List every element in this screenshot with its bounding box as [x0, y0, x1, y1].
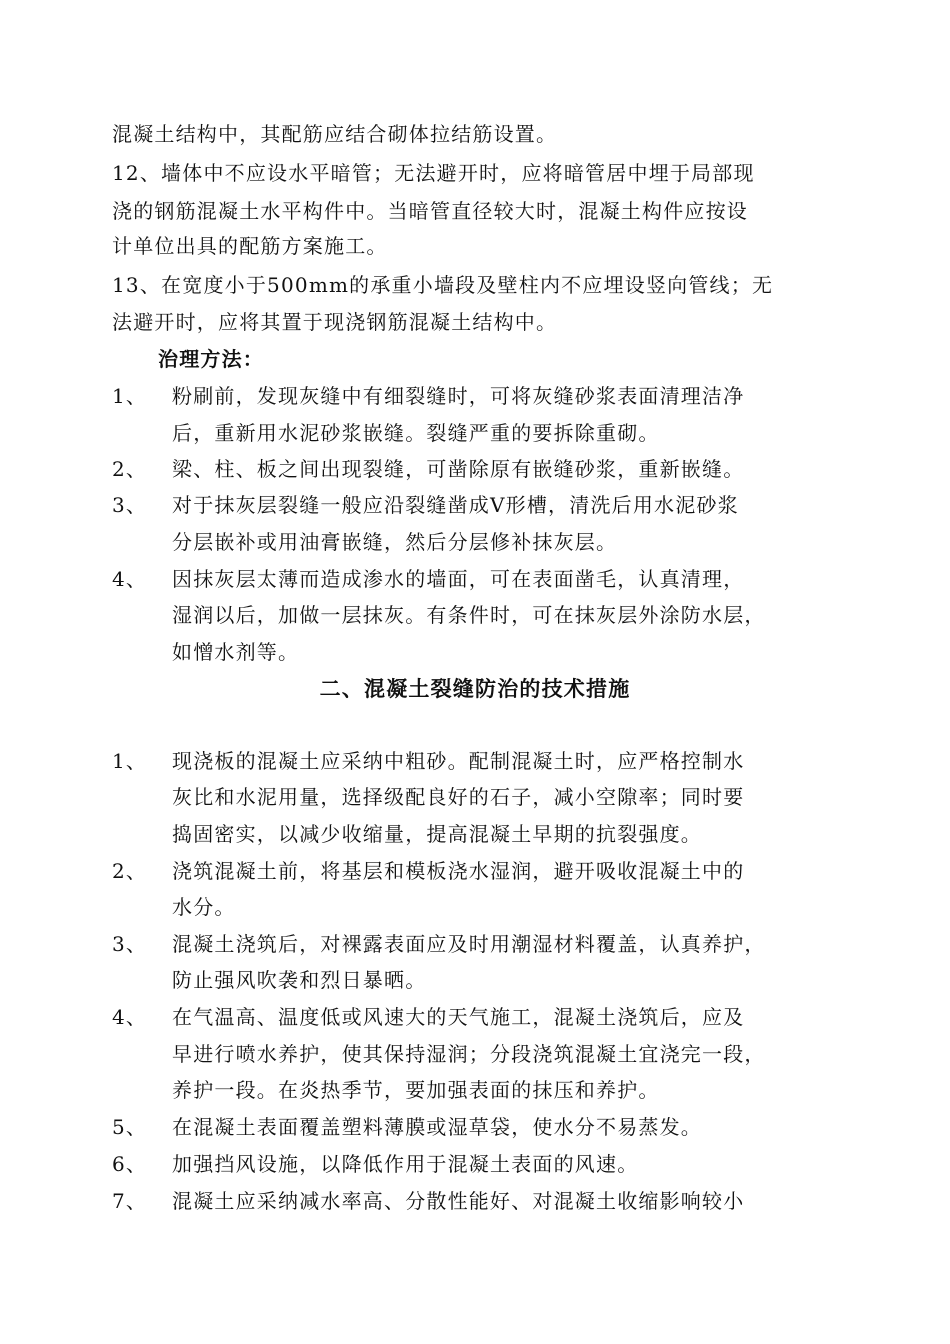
list-item-line: 混凝土浇筑后，对裸露表面应及时用潮湿材料覆盖，认真养护，: [172, 932, 766, 956]
list-item-line: 加强挡风设施，以降低作用于混凝土表面的风速。: [172, 1152, 639, 1176]
list-item-line: 粉刷前，发现灰缝中有细裂缝时，可将灰缝砂浆表面清理洁净: [172, 384, 745, 408]
list-item-line: 在气温高、温度低或风速大的天气施工，混凝土浇筑后，应及: [172, 1005, 745, 1029]
list-item-line: 灰比和水泥用量，选择级配良好的石子，减小空隙率；同时要: [172, 785, 745, 809]
item-13-line: 法避开时，应将其置于现浇钢筋混凝土结构中。: [112, 310, 558, 334]
list-item-line: 分层嵌补或用油膏嵌缝，然后分层修补抹灰层。: [172, 530, 618, 554]
list-item-line: 现浇板的混凝土应采纳中粗砂。配制混凝土时，应严格控制水: [172, 749, 745, 773]
list-number: 6、: [112, 1152, 148, 1176]
list-item-line: 早进行喷水养护，使其保持湿润；分段浇筑混凝土宜浇完一段，: [172, 1042, 766, 1066]
list-item-line: 养护一段。在炎热季节，要加强表面的抹压和养护。: [172, 1078, 660, 1102]
list-item-line: 后，重新用水泥砂浆嵌缝。裂缝严重的要拆除重砌。: [172, 421, 660, 445]
list-item-line: 浇筑混凝土前，将基层和模板浇水湿润，避开吸收混凝土中的: [172, 859, 745, 883]
list-number: 4、: [112, 567, 148, 591]
list-item-line: 混凝土应采纳减水率高、分散性能好、对混凝土收缩影响较小: [172, 1189, 745, 1213]
list-number: 3、: [112, 493, 148, 517]
list-number: 2、: [112, 859, 148, 883]
treatment-heading: 治理方法：: [158, 347, 264, 371]
list-item-line: 防止强风吹袭和烈日暴晒。: [172, 968, 427, 992]
section-title: 二、混凝土裂缝防治的技术措施: [319, 677, 631, 701]
item-12-line: 浇的钢筋混凝土水平构件中。当暗管直径较大时，混凝土构件应按设: [112, 199, 748, 223]
list-item-line: 湿润以后，加做一层抹灰。有条件时，可在抹灰层外涂防水层，: [172, 603, 766, 627]
item-12-line: 12、墙体中不应设水平暗管；无法避开时，应将暗管居中埋于局部现: [112, 161, 755, 185]
list-number: 3、: [112, 932, 148, 956]
paragraph-line: 混凝土结构中，其配筋应结合砌体拉结筋设置。: [112, 122, 558, 146]
list-item-line: 捣固密实，以减少收缩量，提高混凝土早期的抗裂强度。: [172, 822, 702, 846]
list-item-line: 如憎水剂等。: [172, 640, 300, 664]
list-number: 5、: [112, 1115, 148, 1139]
list-item-line: 水分。: [172, 895, 236, 919]
list-number: 1、: [112, 749, 148, 773]
list-item-line: 因抹灰层太薄而造成渗水的墙面，可在表面凿毛，认真清理，: [172, 567, 745, 591]
list-number: 1、: [112, 384, 148, 408]
item-12-line: 计单位出具的配筋方案施工。: [112, 234, 388, 258]
list-item-line: 在混凝土表面覆盖塑料薄膜或湿草袋，使水分不易蒸发。: [172, 1115, 702, 1139]
list-item-line: 梁、柱、板之间出现裂缝，可凿除原有嵌缝砂浆，重新嵌缝。: [172, 457, 745, 481]
item-13-line: 13、在宽度小于500mm的承重小墙段及壁柱内不应埋设竖向管线；无: [112, 273, 774, 297]
list-item-line: 对于抹灰层裂缝一般应沿裂缝凿成V形槽，清洗后用水泥砂浆: [172, 493, 739, 517]
list-number: 2、: [112, 457, 148, 481]
list-number: 4、: [112, 1005, 148, 1029]
list-number: 7、: [112, 1189, 148, 1213]
